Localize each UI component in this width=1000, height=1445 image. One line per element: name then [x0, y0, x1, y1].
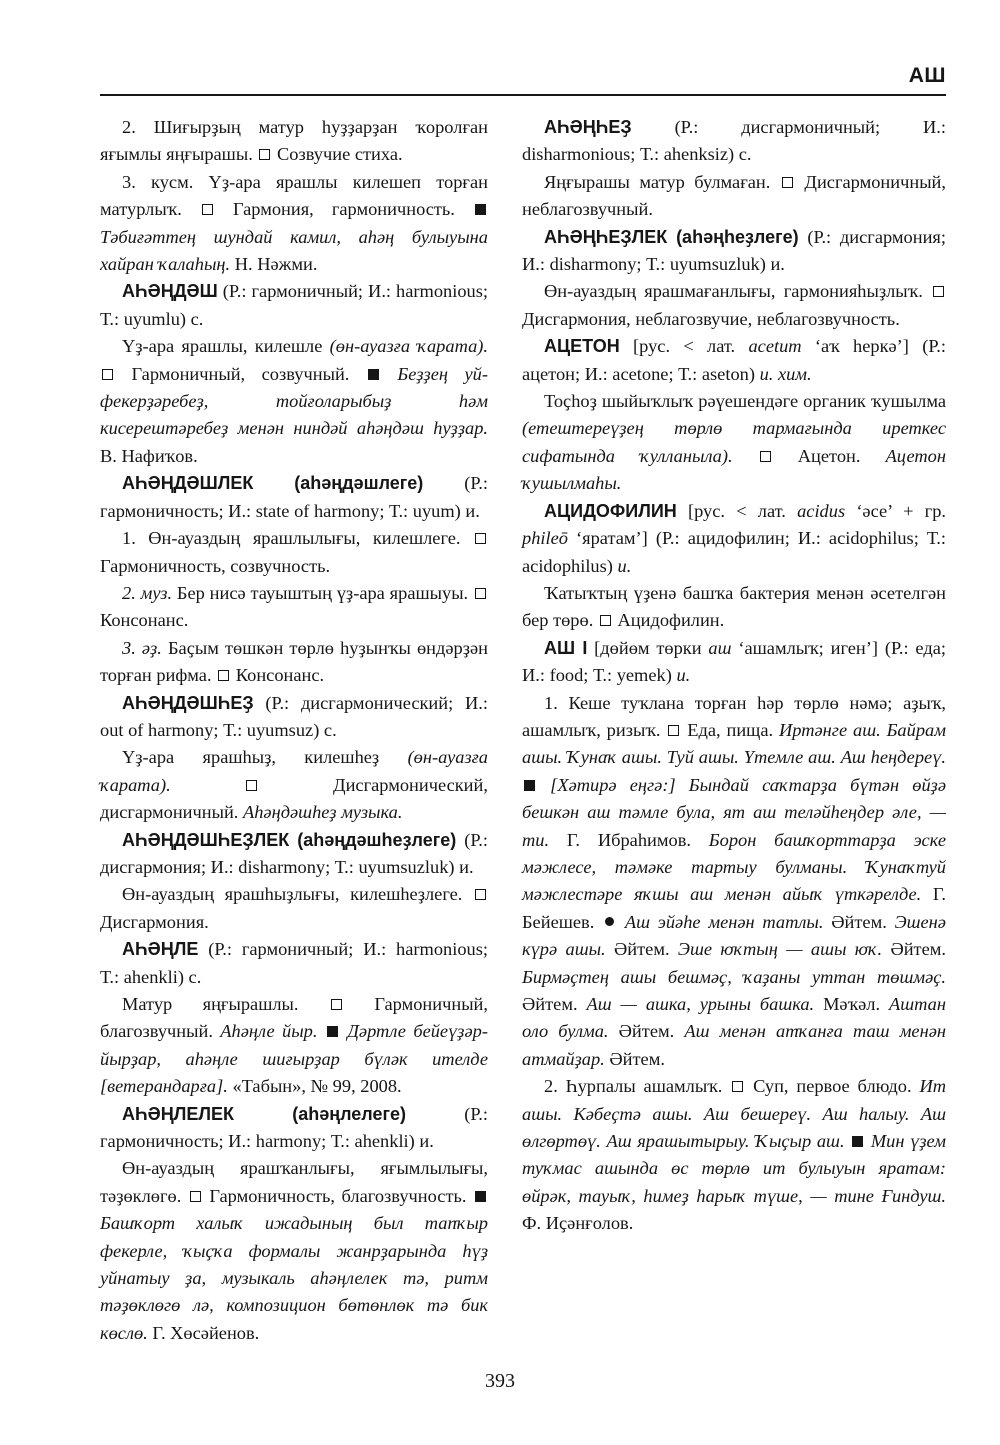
quotation-author: «Табын», № 99, 2008.: [232, 1076, 402, 1097]
headword: АҺӘҢДӘШҺЕҘЛЕК: [122, 829, 290, 850]
russian-equivalent-icon: [475, 889, 486, 900]
grammar-info: (Р.: гармоничность; И.: harmony; Т.: ahenkli) и.: [100, 1103, 488, 1152]
proverb-label: Мәҡәл.: [823, 994, 881, 1014]
russian-equivalent: Дисгармоничный, неблагозвучный.: [522, 171, 946, 220]
russian-equivalent: Еда, пища.: [687, 719, 774, 740]
usage-example: Ит ашы. Кәбеҫтә ашы. Аш бешереү. Аш һалыу. Аш өлгөртөү. Аш ярашытырыу. Ҡыҫыр аш.: [522, 1076, 946, 1152]
part-of-speech: и.: [676, 665, 691, 686]
quotation-marker-icon: [524, 780, 535, 791]
quotation-author: Г. Хөсәйенов.: [152, 1322, 260, 1343]
grammar-info: (Р.: дисгармоничный; И.: disharmonious; Т.: ahenksiz) с.: [522, 117, 946, 165]
sense-text: 2. Һурпалы ашамлыҡ.: [544, 1076, 723, 1097]
grammar-info: (Р.: ацидофилин; И.: acidophilus; Т.: acidophilus): [522, 528, 946, 576]
entry-paragraph: [100, 333, 488, 470]
entry-paragraph: [100, 881, 488, 936]
entry-headword-line: [100, 827, 488, 882]
etymology: [дөйөм төрки: [594, 637, 702, 658]
headword-form: (аһәңдәшлеге): [294, 473, 424, 494]
proverb: Аш — ашка, урыны башка.: [586, 994, 815, 1014]
quotation-author: Ф. Иҫәнғолов.: [522, 1213, 634, 1234]
headword: АҺӘҢДӘШҺЕҘ: [122, 692, 254, 713]
proverb-label: Әйтем.: [522, 994, 578, 1014]
russian-equivalent: Гармоничный, созвучный.: [131, 363, 350, 384]
etymology: [рус. < лат.: [633, 336, 736, 357]
russian-equivalent-icon: [732, 1081, 743, 1092]
russian-equivalent: Дисгармония.: [100, 911, 209, 932]
entry-paragraph: [522, 388, 946, 498]
quotation-author: Г. Бейешев.: [522, 884, 946, 932]
quotation: Дәртле бейеүҙәр-йырҙар, аһәңле шиғырҙар бүләк ителде [ветерандарға].: [100, 1021, 488, 1097]
usage-example: Аһәңле йыр.: [220, 1021, 318, 1042]
definition-note: (өн-ауазға ҡарата).: [329, 336, 488, 357]
grammar-info: (Р.: еда; И.: food; Т.: yemek): [522, 637, 946, 686]
quotation: [Хәтирә еңгә:] Бындай саҡтарҙа бүтән өйҙә бешкән аш тәмле була, ят аш теләйһеңдер әле, — ти.: [522, 774, 946, 850]
page-number: 393: [485, 1370, 515, 1392]
headword: АЦЕТОН: [544, 336, 620, 357]
entry-paragraph: [100, 991, 488, 1101]
entry-headword-line: [522, 333, 946, 388]
grammar-info: (Р.: дисгармония; И.: disharmony; Т.: uyumsuzluk) и.: [100, 829, 488, 877]
etymology-word: acetum: [748, 336, 802, 357]
entry-paragraph: [100, 169, 488, 279]
grammar-info: (Р.: ацетон; И.: acetone; Т.: aseton): [522, 336, 947, 384]
etymology-word: аш: [708, 637, 732, 658]
entry-headword-line: [100, 1101, 488, 1156]
entry-headword-line: [100, 278, 488, 333]
entry-headword-line: [100, 690, 488, 745]
sense-text: 1. Өн-ауаздың ярашлылығы, килешлеге.: [122, 528, 461, 549]
quotation: Мин үҙем туҡмас ашында өс төрлө ит булыуын яратам: өйрәк, тауыҡ, һимеҙ һарыҡ түше, — тине Ғиндуш.: [522, 1131, 946, 1206]
right-column: [522, 114, 946, 1238]
quotation-marker-icon: [475, 204, 486, 215]
russian-equivalent-icon: [600, 615, 611, 626]
etymology: ‘яратам’]: [576, 528, 648, 549]
etymology: [рус. < лат.: [687, 500, 786, 521]
headword: АҺӘҢДӘШ: [122, 281, 218, 302]
sense-text: Бер нисә тауыштың үҙ-ара ярашыуы.: [176, 582, 469, 603]
russian-equivalent-icon: [760, 451, 771, 462]
quotation-marker-icon: [475, 1191, 486, 1202]
headword-form: (аһәңдәшһеҙлеге): [297, 829, 457, 850]
entry-paragraph: [522, 278, 946, 333]
part-of-speech: и.: [617, 555, 632, 576]
headword: АҺӘҢҺЕҘЛЕК: [544, 226, 668, 247]
etymology: ‘аҡ һеркә’]: [814, 336, 909, 357]
entry-paragraph: [522, 1073, 946, 1237]
definition: Яңғырашы матур булмаған.: [544, 171, 771, 192]
entry-paragraph: [100, 114, 488, 169]
proverb: Аш менән атҡанға таш менән атмайҙар.: [522, 1021, 946, 1069]
definition: Үҙ-ара ярашлы, килешле: [122, 336, 323, 357]
sense-text: 1. Кеше туҡлана торған һәр төрлө нәмә; аҙыҡ, ашамлыҡ, ризыҡ.: [522, 692, 946, 740]
sense-text: 3. кусм. Үҙ-ара ярашлы килешеп торған матурлыҡ.: [100, 171, 488, 220]
headword: АШ I: [544, 637, 588, 658]
quotation-author: Г. Ибраһимов.: [566, 829, 691, 850]
quotation-marker-icon: [852, 1136, 863, 1147]
russian-equivalent-icon: [331, 999, 342, 1010]
headword: АҺӘҢҺЕҘ: [544, 117, 632, 137]
entry-headword-line: [100, 936, 488, 991]
quotation-marker-icon: [368, 369, 379, 380]
quotation: Тәбиғәттең шундай камил, аһәң булыуына хайран ҡалаһың.: [100, 226, 488, 275]
russian-equivalent-icon: [475, 533, 486, 544]
russian-equivalent-icon: [102, 369, 113, 380]
etymology-word: acidus: [797, 500, 846, 521]
russian-equivalent-icon: [782, 177, 793, 188]
russian-equivalent: Гармоничность, созвучность.: [100, 555, 331, 576]
russian-equivalent-icon: [246, 780, 257, 791]
part-of-speech: и. хим.: [759, 363, 812, 384]
entry-paragraph: [100, 635, 488, 690]
russian-equivalent: Дисгармонический, дисгармоничный.: [100, 774, 488, 823]
quotation: Башҡорт халыҡ ижадының был тапҡыр фекерле, ҡыҫҡа формалы жанрҙарында һүҙ уйнатыу ҙа, музыкаль аһәңлелек тә, ритм тәҙөклөгө лә, композицион бөтөнлөк тә бик көслө.: [100, 1213, 488, 1343]
proverb: Аштан оло булма.: [522, 994, 946, 1042]
grammar-info: (Р.: гармоничный; И.: harmonious; Т.: uyumlu) с.: [100, 281, 488, 329]
headword: АҺӘҢЛЕЛЕК: [122, 1103, 234, 1124]
sense-text: Баҫым төшкән төрлө һуҙынҡы өндәрҙән торған рифма.: [100, 637, 489, 686]
headword: АҺӘҢЛЕ: [122, 939, 199, 960]
entry-paragraph: [522, 690, 946, 1074]
entry-paragraph: [522, 580, 946, 635]
russian-equivalent: Консонанс.: [235, 665, 325, 686]
quotation-author: Н. Нәжми.: [234, 254, 318, 275]
quotation: Борон башҡорттарҙа эске мәжлесе, тәмәке тартыу булманы. Ҡунаҡтуй мәжлестәре яҡшы аш менән айыҡ үткәрелде.: [522, 829, 946, 905]
usage-example: Ацетон ҡушылмаһы.: [522, 445, 946, 494]
quotation-author: В. Нафиҡов.: [100, 445, 198, 466]
definition-note: (өн-ауазға ҡарата).: [100, 747, 488, 795]
definition: Өн-ауаздың ярашҡанлығы, яғымлылығы, тәҙөклөгө.: [100, 1158, 488, 1206]
running-head: АШ: [908, 64, 946, 87]
definition: Матур яңғырашлы.: [122, 994, 299, 1014]
russian-equivalent: Ацидофилин.: [617, 610, 725, 631]
left-column: [100, 114, 488, 1347]
entry-headword-line: [522, 114, 946, 169]
definition-note: (етештереүҙең төрлө тармағында иреткес сифатында ҡулланыла).: [522, 418, 946, 466]
page-header: [100, 62, 946, 96]
entry-headword-line: [522, 635, 946, 690]
headword-form: (аһәңлелеге): [292, 1103, 407, 1124]
proverb: Бирмәҫтең ашы бешмәҫ, ҡаҙаны уттан төшмәҫ.: [522, 966, 946, 987]
grammar-info: (Р.: дисгармонический; И.: out of harmony; Т.: uyumsuz) с.: [100, 692, 488, 740]
entry-headword-line: [522, 224, 946, 279]
entry-paragraph: [522, 169, 946, 224]
definition: Өн-ауаздың ярашһыҙлығы, килешһеҙлеге.: [122, 884, 463, 905]
definition: Ҡатыҡтың үҙенә башҡа бактерия менән әсетелгән бер төрө.: [522, 582, 946, 631]
proverb: Аш эйәһе менән татлы.: [624, 911, 824, 932]
russian-equivalent-icon: [190, 1191, 201, 1202]
sense-label: 2. муз.: [122, 582, 173, 603]
grammar-info: (Р.: гармоничность; И.: state of harmony; Т.: uyum) и.: [100, 473, 488, 521]
proverb-marker-icon: [605, 917, 614, 926]
russian-equivalent: Консонанс.: [100, 610, 189, 631]
sense-text: 2. Шиғырҙың матур һуҙҙарҙан ҡоролған яғымлы яңғырашы.: [100, 117, 488, 165]
definition: Тоҫһоҙ шыйыҡлыҡ рәүешендәге органик ҡушылма: [544, 391, 946, 412]
russian-equivalent-icon: [933, 286, 944, 297]
russian-equivalent: Гармоничность, благозвучность.: [209, 1185, 467, 1206]
russian-equivalent: Гармоничный, благозвучный.: [100, 994, 488, 1042]
definition: Үҙ-ара ярашһыҙ, килешһеҙ: [122, 747, 380, 768]
russian-equivalent: Созвучие стиха.: [277, 144, 403, 165]
russian-equivalent: Ацетон.: [797, 445, 861, 466]
usage-example: Аһәңдәшһеҙ музыка.: [243, 802, 403, 823]
sense-label: 3. әҙ.: [122, 637, 162, 658]
russian-equivalent: Дисгармония, неблагозвучие, неблагозвучность.: [522, 308, 900, 329]
russian-equivalent-icon: [668, 725, 679, 736]
proverb-label: Әйтем.: [609, 1048, 665, 1069]
grammar-info: (Р.: дисгармония; И.: disharmony; Т.: uyumsuzluk) и.: [522, 226, 946, 275]
proverb-label: Әйтем.: [890, 939, 946, 960]
russian-equivalent-icon: [475, 588, 486, 599]
entry-headword-line: [100, 470, 488, 525]
etymology: ‘ашамлыҡ; иген’]: [738, 637, 878, 658]
russian-equivalent-icon: [202, 204, 213, 215]
quotation: Беҙҙең уй-фекерҙәребеҙ, тойғоларыбыҙ һәм кисерештәребеҙ менән ниндәй аһәңдәш һуҙҙар.: [100, 363, 488, 439]
entry-paragraph: [100, 580, 488, 635]
russian-equivalent-icon: [218, 670, 229, 681]
russian-equivalent-icon: [259, 149, 270, 160]
russian-equivalent: Гармония, гармоничность.: [232, 199, 455, 220]
russian-equivalent: Суп, первое блюдо.: [753, 1076, 912, 1097]
proverb: Эшенә күрә ашы.: [522, 911, 946, 960]
proverb-label: Әйтем.: [831, 911, 887, 932]
entry-paragraph: [100, 744, 488, 826]
entry-paragraph: [100, 525, 488, 580]
grammar-info: (Р.: гармоничный; И.: harmonious; Т.: ahenkli) с.: [100, 939, 488, 987]
headword-form: (аһәңһеҙлеге): [676, 226, 799, 247]
proverb-label: Әйтем.: [614, 939, 670, 960]
entry-paragraph: [100, 1155, 488, 1347]
etymology-word: phileō: [522, 528, 568, 549]
etymology: ‘әсе’ + гр.: [856, 500, 946, 521]
definition: Өн-ауаздың ярашмағанлығы, гармонияһыҙлыҡ.: [544, 281, 923, 302]
quotation-marker-icon: [327, 1026, 338, 1037]
entry-headword-line: [522, 498, 946, 580]
proverb: Эше юҡтың — ашы юҡ.: [677, 939, 883, 960]
headword: АЦИДОФИЛИН: [544, 500, 677, 521]
headword: АҺӘҢДӘШЛЕК: [122, 473, 254, 494]
proverb-label: Әйтем.: [618, 1021, 675, 1042]
usage-example: Иртәнге аш. Байрам ашы. Ҡунаҡ ашы. Туй ашы. Үтемле аш. Аш һеңдереү.: [522, 719, 946, 768]
